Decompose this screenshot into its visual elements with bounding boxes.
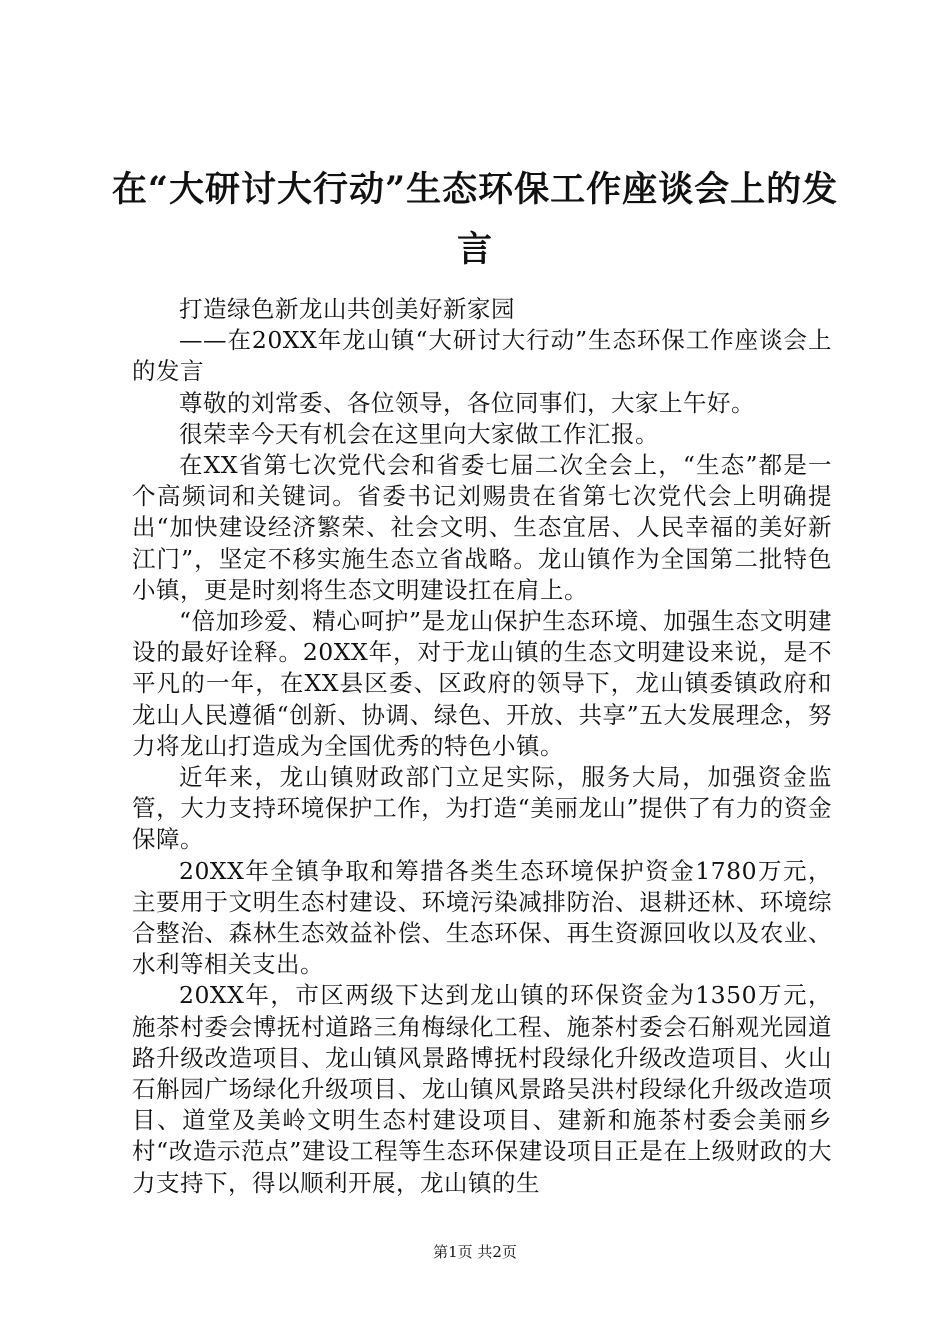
- body-paragraph: 20XX年全镇争取和筹措各类生态环境保护资金1780万元，主要用于文明生态村建设、环境污染减排防治、退耕还林、环境综合整治、森林生态效益补偿、生态环保、再生资源回收以及农业、水利等相关支出。: [132, 856, 832, 979]
- subtitle-slogan: 打造绿色新龙山共创美好新家园: [179, 295, 515, 323]
- document-body: [132, 294, 832, 1199]
- greeting-paragraph: 尊敬的刘常委、各位领导，各位同事们，大家上午好。: [179, 388, 755, 417]
- intro-paragraph: 很荣幸今天有机会在这里向大家做工作汇报。: [179, 419, 659, 448]
- body-paragraph: 在XX省第七次党代会和省委七届二次全会上，“生态”都是一个高频词和关键词。省委书记刘赐贵在省第七次党代会上明确提出“加快建设经济繁荣、社会文明、生态宜居、人民幸福的美好新江门”，坚定不移实施生态立省战略。龙山镇作为全国第二批特色小镇，更是时刻将生态文明建设扛在肩上。: [132, 451, 832, 604]
- document-title: 在“大研讨大行动”生态环保工作座谈会上的发言: [111, 169, 839, 270]
- subtitle-occasion: ——在20XX年龙山镇“大研讨大行动”生态环保工作座谈会上的发言: [132, 326, 832, 386]
- page-number-footer: 第1页 共2页: [433, 1243, 517, 1261]
- body-paragraph: 20XX年，市区两级下达到龙山镇的环保资金为1350万元，施茶村委会博抚村道路三角梅绿化工程、施茶村委会石斛观光园道路升级改造项目、龙山镇风景路博抚村段绿化升级改造项目、火山石斛园广场绿化升级项目、龙山镇风景路吴洪村段绿化升级改造项目、道堂及美岭文明生态村建设项目、建新和施茶村委会美丽乡村“改造示范点”建设工程等生态环保建设项目正是在上级财政的大力支持下，得以顺利开展，龙山镇的生: [132, 981, 832, 1197]
- body-paragraph: “倍加珍爱、精心呵护”是龙山保护生态环境、加强生态文明建设的最好诠释。20XX年，对于龙山镇的生态文明建设来说，是不平凡的一年，在XX县区委、区政府的领导下，龙山镇委镇政府和龙山人民遵循“创新、协调、绿色、开放、共享”五大发展理念，努力将龙山打造成为全国优秀的特色小镇。: [132, 607, 832, 760]
- body-paragraph: 近年来，龙山镇财政部门立足实际，服务大局，加强资金监管，大力支持环境保护工作，为打造“美丽龙山”提供了有力的资金保障。: [132, 763, 832, 854]
